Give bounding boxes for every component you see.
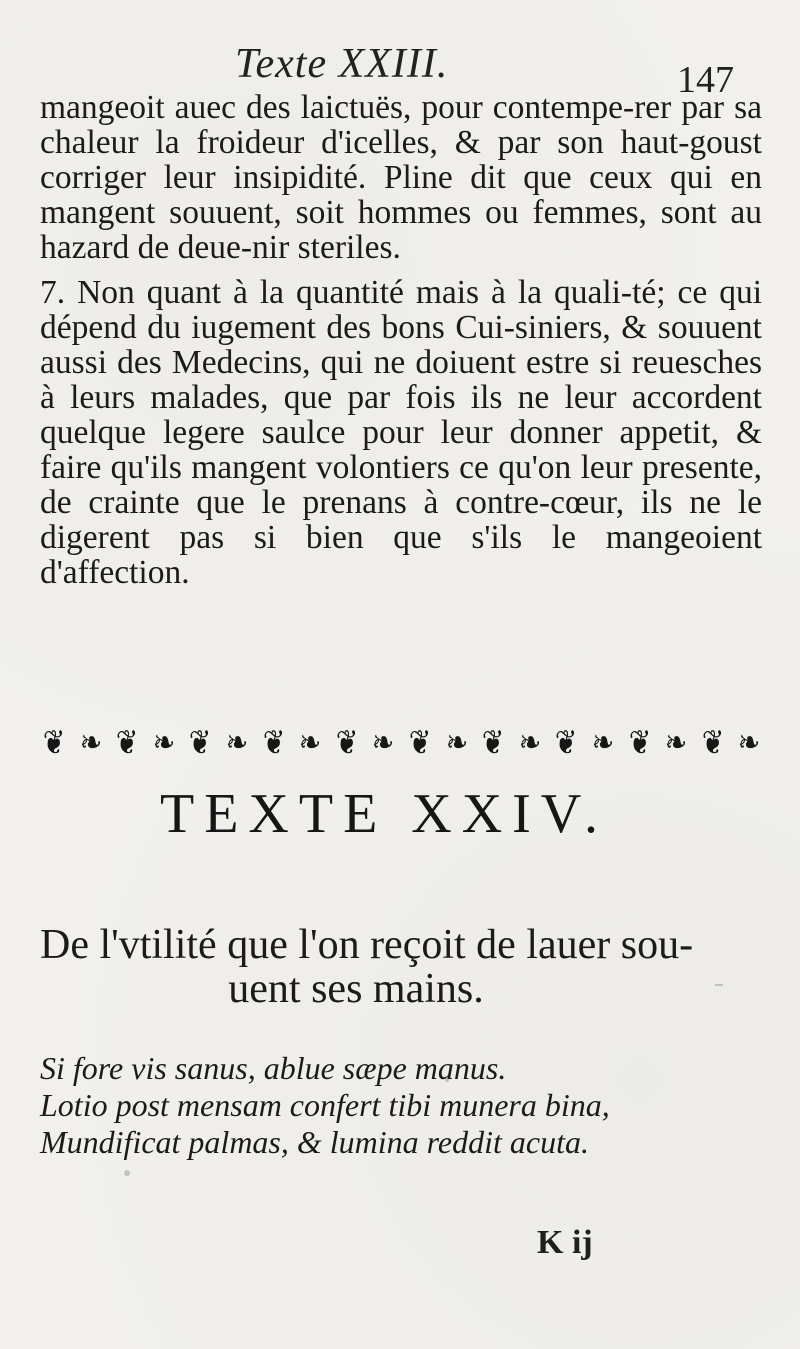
paper-speck — [715, 984, 723, 986]
page-number: 147 — [677, 59, 734, 101]
section-subtitle — [40, 923, 762, 1011]
verse-line: Si fore vis sanus, ablue sæpe manus. — [40, 1050, 507, 1086]
body-paragraph: 7. Non quant à la quantité mais à la quali-té; ce qui dépend du iugement des bons Cui-siniers, & souuent aussi des Medecins, qui ne doiuent estre si reuesches à leurs malades, que par fois ils ne leur accordent quelque legere saulce pour leur donner appetit, & faire qu'ils mangent volontiers ce qu'on leur presente, de crainte que le prenans à contre-cœur, ils ne le digerent pas si bien que s'ils le mangeoient d'affection. — [40, 274, 762, 591]
signature-mark: K ij — [537, 1224, 593, 1261]
verse-line: Lotio post mensam confert tibi munera bina, — [40, 1087, 610, 1123]
decorative-ornament-band: ❦ ❧ ❦ ❧ ❦ ❧ ❦ ❧ ❦ ❧ ❦ ❧ ❦ ❧ ❦ ❧ ❦ ❧ ❦ ❧ — [42, 723, 759, 763]
body-text — [40, 90, 762, 590]
paper-speck — [445, 1078, 449, 1082]
paper-speck — [124, 1170, 130, 1176]
verse-line: Mundificat palmas, & lumina reddit acuta. — [40, 1124, 589, 1160]
body-paragraph: mangeoit auec des laictuës, pour contempe-rer par sa chaleur la froideur d'icelles, & par son haut-goust corriger leur insipidité. Pline dit que ceux qui en mangent souuent, soit hommes ou femmes, sont au hazard de deue-nir steriles. — [40, 89, 762, 266]
section-subtitle-line: De l'vtilité que l'on reçoit de lauer sou- — [40, 922, 694, 968]
section-subtitle-line: uent ses mains. — [228, 966, 484, 1012]
section-heading: TEXTE XXIV. — [160, 783, 609, 845]
running-head: Texte XXIII. — [235, 41, 449, 87]
latin-verse — [40, 1050, 762, 1161]
